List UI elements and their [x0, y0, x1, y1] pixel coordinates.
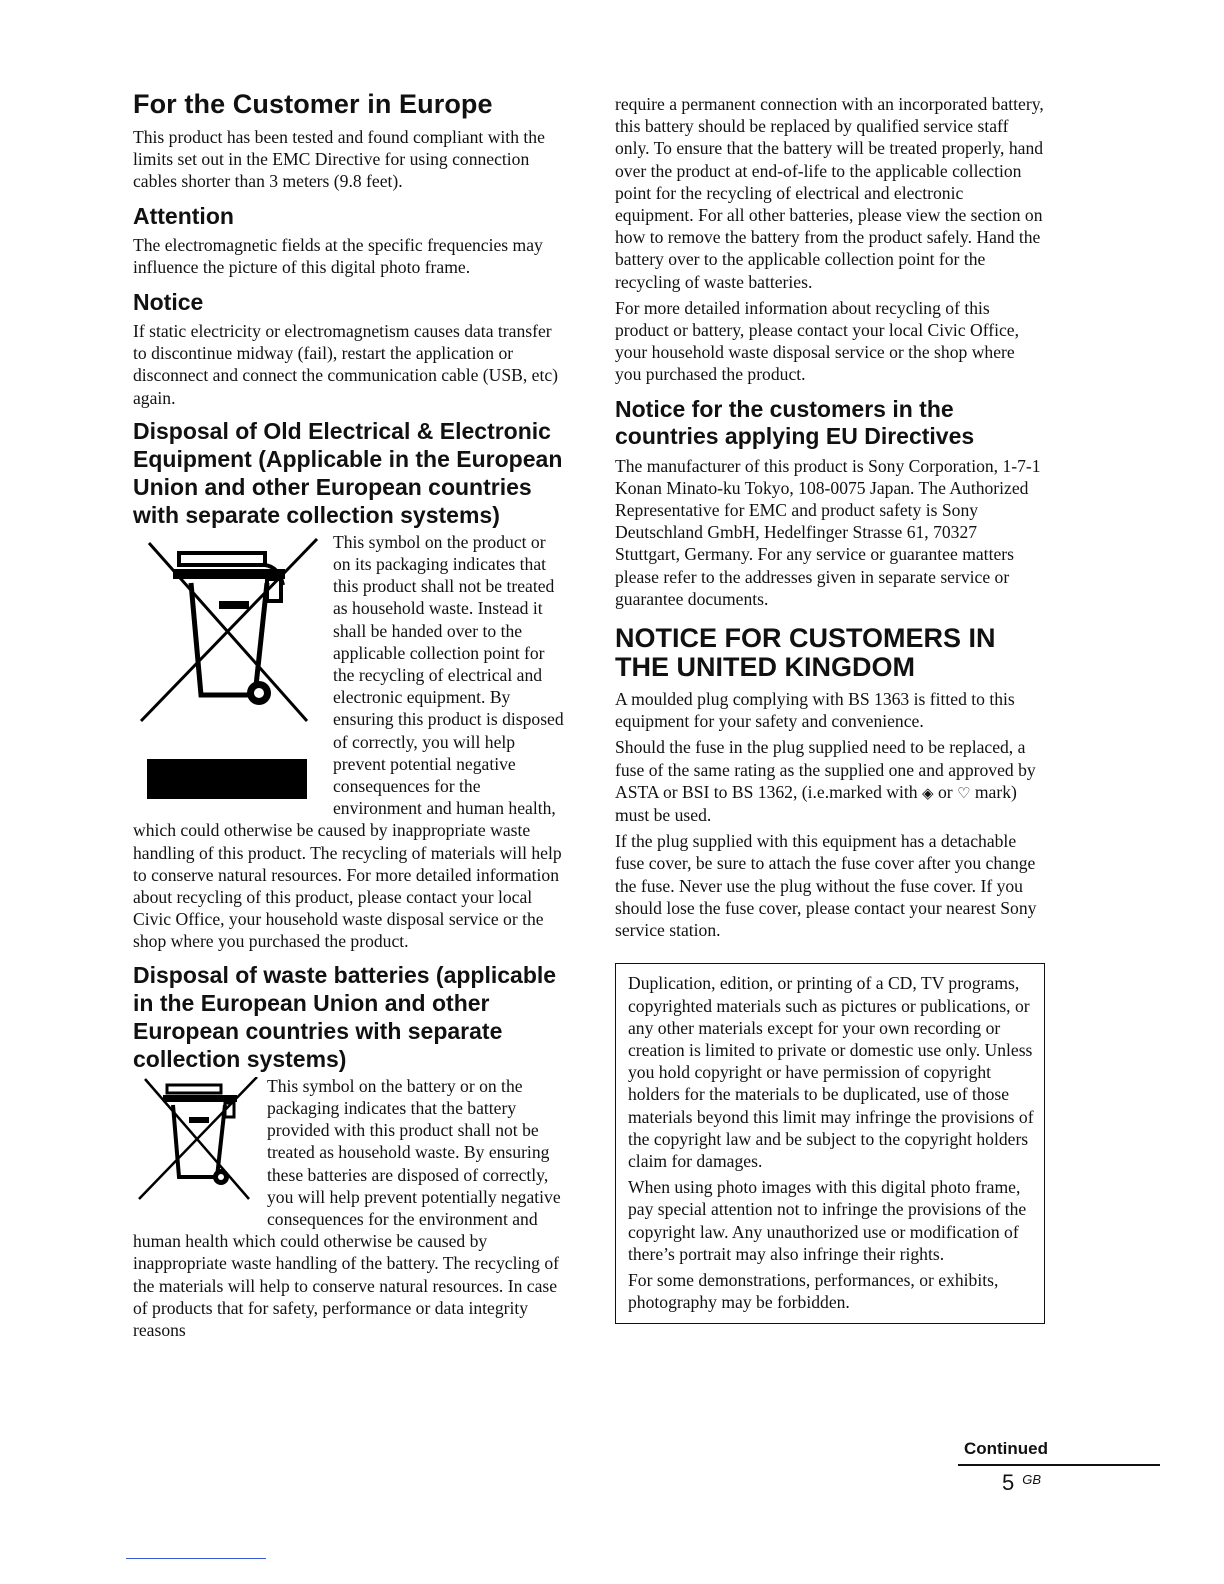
heading-disposal-equipment: Disposal of Old Electrical & Electronic Equipment (Applicable in the European Union and other European countries with separate collection systems)	[133, 417, 563, 528]
continued-label: Continued	[963, 1439, 1048, 1458]
disposal-equipment-section	[133, 531, 565, 953]
disposal-batteries-section	[133, 1075, 565, 1341]
bottom-rule	[126, 1558, 266, 1559]
right-column	[615, 93, 1045, 1324]
paragraph-copyright: Duplication, edition, or printing of a CD, TV programs, copyrighted materials such as pictures or publications, or any other materials except for your own recording or creation is limited to private or domestic use only. Unless you hold copyright or have permission of copyright holders for the materials to be duplicated, use of those materials beyond this limit may infringe the provisions of the copyright law and be subject to the copyright holders claim for damages.	[628, 973, 1034, 1171]
heading-eu-directives: Notice for the customers in the countries applying EU Directives	[615, 395, 975, 450]
fuse-text-part2: mark) must be used.	[615, 781, 1017, 826]
crossed-out-wheelie-bin-icon	[135, 535, 323, 810]
asta-mark-icon: ◈	[921, 783, 934, 802]
left-column	[133, 88, 565, 1345]
fuse-text-part1: Should the fuse in the plug supplied need to be replaced, a fuse of the same rating as the supplied one and approved by ASTA or BSI to BS 1362, (i.e.marked with	[615, 737, 1036, 802]
page-number-suffix: GB	[1022, 1472, 1042, 1487]
paragraph-emc: This product has been tested and found compliant with the limits set out in the EMC Directive for using connection cables shorter than 3 meters (9.8 feet).	[133, 127, 545, 192]
heading-uk-notice: NOTICE FOR CUSTOMERS IN THE UNITED KINGDOM	[615, 623, 996, 683]
page-number-value: 5	[1002, 1470, 1015, 1495]
footer-rule	[958, 1464, 1160, 1466]
paragraph-portrait: When using photo images with this digital photo frame, pay special attention not to infringe the provisions of the copyright law. Any unauthorized use or modification of there’s portrait may also infringe their rights.	[628, 1177, 1027, 1264]
paragraph-notice: If static electricity or electromagnetism causes data transfer to discontinue midway (fail), restart the application or disconnect and connect the communication cable (USB, etc) again.	[133, 321, 559, 408]
paragraph-attention: The electromagnetic fields at the specific frequencies may influence the picture of this digital photo frame.	[133, 235, 543, 278]
paragraph-disposal-batteries: This symbol on the battery or on the packaging indicates that the battery provided with this product shall not be treated as household waste. By ensuring these batteries are disposed of correctly, you will help prevent potentially negative consequences for the environment and human health which could otherwise be caused by inappropriate waste handling of the battery. The recycling of the materials will help to conserve natural resources. In case of products that for safety, performance or data integrity reasons	[133, 1075, 561, 1340]
paragraph-fuse-replacement	[615, 736, 1045, 826]
heading-attention: Attention	[133, 202, 234, 229]
paragraph-disposal-equipment: This symbol on the product or on its packaging indicates that this product shall not be treated as household waste. Instead it shall be handed over to the applicable collection point for the recycling of electrical and electronic equipment. By ensuring this product is disposed of correctly, you will help prevent potential negative consequences for the environment and human health, which could otherwise be caused by inappropriate waste handling of this product. The recycling of materials will help to conserve natural resources. For more detailed information about recycling of this product, please contact your local Civic Office, your household waste disposal service or the shop where you purchased the product.	[133, 531, 564, 952]
copyright-notice-box	[615, 963, 1045, 1324]
page-footer	[958, 1438, 1158, 1495]
heading-notice: Notice	[133, 288, 204, 315]
bsi-mark-icon: ♡	[957, 783, 971, 802]
paragraph-demonstrations: For some demonstrations, performances, or exhibits, photography may be forbidden.	[628, 1269, 999, 1313]
fuse-text-or: or	[937, 781, 953, 802]
paragraph-manufacturer: The manufacturer of this product is Sony Corporation, 1-7-1 Konan Minato-ku Tokyo, 108-0075 Japan. The Authorized Representative for EMC and product safety is Sony Deutschland GmbH, Hedelfinger Strasse 61, 70327 Stuttgart, Germany. For any service or guarantee matters please refer to the addresses given in separate service or guarantee documents.	[615, 455, 1041, 609]
heading-disposal-batteries: Disposal of waste batteries (applicable in the European Union and other European countries with separate collection systems)	[133, 961, 557, 1072]
heading-customer-europe: For the Customer in Europe	[133, 89, 493, 119]
paragraph-battery-continued: require a permanent connection with an incorporated battery, this battery should be replaced by qualified service staff only. To ensure that the battery will be treated properly, hand over the product at end-of-life to the applicable collection point for the recycling of electrical and electronic equipment. For all other batteries, please view the section on how to remove the battery from the product safely. Hand the battery over to the applicable collection point for the recycling of waste batteries.	[615, 94, 1044, 292]
page-number	[1002, 1470, 1041, 1496]
paragraph-moulded-plug: A moulded plug complying with BS 1363 is fitted to this equipment for your safety and convenience.	[615, 689, 1015, 732]
crossed-out-battery-bin-icon	[137, 1077, 259, 1212]
paragraph-recycling-info: For more detailed information about recycling of this product or battery, please contact your local Civic Office, your household waste disposal service or the shop where you purchased the product.	[615, 297, 1020, 385]
paragraph-fuse-cover: If the plug supplied with this equipment has a detachable fuse cover, be sure to attach the fuse cover after you change the fuse. Never use the plug without the fuse cover. If you should lose the fuse cover, please contact your nearest Sony service station.	[615, 831, 1037, 941]
